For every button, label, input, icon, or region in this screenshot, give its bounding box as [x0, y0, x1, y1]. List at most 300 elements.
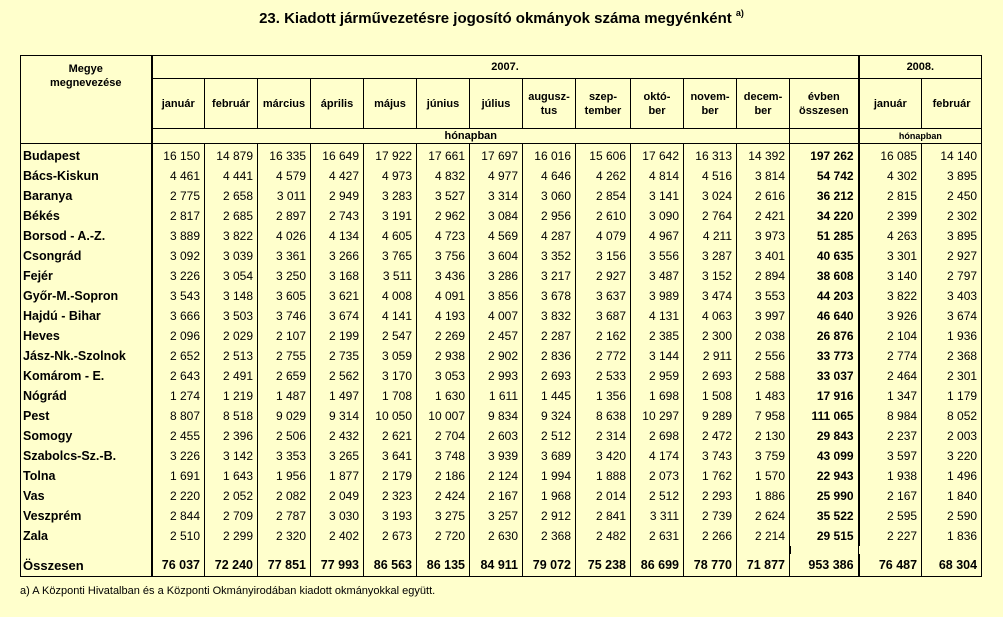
value-cell: 2 693: [684, 366, 737, 386]
value-cell: 3 420: [576, 446, 631, 466]
value-cell: 2 621: [364, 426, 417, 446]
value-cell: 3 286: [470, 266, 523, 286]
value-cell: 3 743: [684, 446, 737, 466]
value-cell: 2 720: [417, 526, 470, 546]
spacer-cell: [470, 546, 523, 554]
month-header: január: [859, 79, 922, 129]
value-cell: 86 563: [364, 554, 417, 577]
spacer-cell: [523, 546, 576, 554]
value-cell: 3 889: [152, 226, 205, 246]
value-cell: 1 611: [470, 386, 523, 406]
value-cell: 4 461: [152, 166, 205, 186]
value-cell: 2 685: [205, 206, 258, 226]
value-cell: 17 697: [470, 144, 523, 167]
value-cell: 3 054: [205, 266, 258, 286]
value-cell: 1 483: [737, 386, 790, 406]
value-cell: 2 743: [311, 206, 364, 226]
value-cell: 4 008: [364, 286, 417, 306]
value-cell: 2 302: [922, 206, 982, 226]
value-cell: 2 631: [631, 526, 684, 546]
value-cell: 3 973: [737, 226, 790, 246]
value-cell: 2 038: [737, 326, 790, 346]
value-cell: 2 186: [417, 466, 470, 486]
value-cell: 1 497: [311, 386, 364, 406]
spacer-cell: [737, 546, 790, 554]
value-cell: 2 368: [523, 526, 576, 546]
value-cell: 4 063: [684, 306, 737, 326]
value-cell: 2 293: [684, 486, 737, 506]
value-cell: 1 691: [152, 466, 205, 486]
month-header-row: [21, 79, 982, 129]
year-total-cell: 36 212: [790, 186, 859, 206]
value-cell: 3 689: [523, 446, 576, 466]
value-cell: 3 939: [470, 446, 523, 466]
value-cell: 2 704: [417, 426, 470, 446]
month-header: január: [152, 79, 205, 129]
value-cell: 3 503: [205, 306, 258, 326]
value-cell: 2 595: [859, 506, 922, 526]
county-name: Tolna: [21, 466, 152, 486]
value-cell: 79 072: [523, 554, 576, 577]
year-total-cell: 33 773: [790, 346, 859, 366]
spacer-cell: [364, 546, 417, 554]
value-cell: 2 513: [205, 346, 258, 366]
table-title: 23. Kiadott járművezetésre jogosító okmányok száma megyénként $^{a)}$: [259, 8, 744, 27]
value-cell: 2 464: [859, 366, 922, 386]
value-cell: 2 959: [631, 366, 684, 386]
unit-2008-header: hónapban: [859, 129, 982, 144]
value-cell: 2 227: [859, 526, 922, 546]
value-cell: 8 052: [922, 406, 982, 426]
spacer-cell: [205, 546, 258, 554]
value-cell: 3 250: [258, 266, 311, 286]
value-cell: 14 140: [922, 144, 982, 167]
value-cell: 3 605: [258, 286, 311, 306]
value-cell: 4 131: [631, 306, 684, 326]
value-cell: 2 269: [417, 326, 470, 346]
value-cell: 2 659: [258, 366, 311, 386]
county-name: Budapest: [21, 144, 152, 167]
year-total-cell: 25 990: [790, 486, 859, 506]
value-cell: 2 815: [859, 186, 922, 206]
value-cell: 4 723: [417, 226, 470, 246]
value-cell: 3 822: [205, 226, 258, 246]
value-cell: 86 699: [631, 554, 684, 577]
value-cell: 4 977: [470, 166, 523, 186]
value-cell: 4 174: [631, 446, 684, 466]
value-cell: 2 104: [859, 326, 922, 346]
year-total-cell: 33 037: [790, 366, 859, 386]
value-cell: 4 263: [859, 226, 922, 246]
value-cell: 2 482: [576, 526, 631, 546]
value-cell: 16 335: [258, 144, 311, 167]
value-cell: 78 770: [684, 554, 737, 577]
value-cell: 3 353: [258, 446, 311, 466]
value-cell: 2 658: [205, 186, 258, 206]
value-cell: 2 938: [417, 346, 470, 366]
table-row: [21, 446, 982, 466]
spacer-cell: [684, 546, 737, 554]
value-cell: 4 302: [859, 166, 922, 186]
value-cell: 2 450: [922, 186, 982, 206]
value-cell: 3 511: [364, 266, 417, 286]
county-name: Heves: [21, 326, 152, 346]
value-cell: 2 739: [684, 506, 737, 526]
county-name: Csongrád: [21, 246, 152, 266]
value-cell: 2 956: [523, 206, 576, 226]
spacer-row: [21, 546, 982, 554]
value-cell: 4 287: [523, 226, 576, 246]
value-cell: 4 079: [576, 226, 631, 246]
month-header: február: [922, 79, 982, 129]
value-cell: 2 775: [152, 186, 205, 206]
value-cell: 1 836: [922, 526, 982, 546]
value-cell: 4 141: [364, 306, 417, 326]
value-cell: 4 967: [631, 226, 684, 246]
value-cell: 86 135: [417, 554, 470, 577]
value-cell: 3 895: [922, 166, 982, 186]
value-cell: 68 304: [922, 554, 982, 577]
value-cell: 2 588: [737, 366, 790, 386]
year-total-cell: 29 515: [790, 526, 859, 546]
value-cell: 4 134: [311, 226, 364, 246]
value-cell: 2 993: [470, 366, 523, 386]
value-cell: 2 096: [152, 326, 205, 346]
value-cell: 2 130: [737, 426, 790, 446]
value-cell: 4 026: [258, 226, 311, 246]
value-cell: 3 283: [364, 186, 417, 206]
value-cell: 2 003: [922, 426, 982, 446]
value-cell: 2 624: [737, 506, 790, 526]
value-cell: 2 774: [859, 346, 922, 366]
value-cell: 1 698: [631, 386, 684, 406]
value-cell: 2 630: [470, 526, 523, 546]
value-cell: 3 030: [311, 506, 364, 526]
value-cell: 3 553: [737, 286, 790, 306]
county-name: Komárom - E.: [21, 366, 152, 386]
value-cell: 3 474: [684, 286, 737, 306]
month-header: február: [205, 79, 258, 129]
value-cell: 2 894: [737, 266, 790, 286]
value-cell: 3 257: [470, 506, 523, 526]
spacer-cell: [576, 546, 631, 554]
value-cell: 3 678: [523, 286, 576, 306]
year-total-cell: 111 065: [790, 406, 859, 426]
year-total-cell: 34 220: [790, 206, 859, 226]
county-name: Összesen: [21, 554, 152, 577]
value-cell: 3 152: [684, 266, 737, 286]
value-cell: 3 856: [470, 286, 523, 306]
value-cell: 2 949: [311, 186, 364, 206]
value-cell: 2 755: [258, 346, 311, 366]
value-cell: 2 323: [364, 486, 417, 506]
year-total-cell: 22 943: [790, 466, 859, 486]
table-row: [21, 306, 982, 326]
table-row: [21, 226, 982, 246]
value-cell: 16 150: [152, 144, 205, 167]
value-cell: 1 219: [205, 386, 258, 406]
value-cell: 2 320: [258, 526, 311, 546]
value-cell: 2 643: [152, 366, 205, 386]
value-cell: 4 832: [417, 166, 470, 186]
value-cell: 2 562: [311, 366, 364, 386]
value-cell: 2 912: [523, 506, 576, 526]
value-cell: 3 060: [523, 186, 576, 206]
year-total-cell: 44 203: [790, 286, 859, 306]
value-cell: 3 144: [631, 346, 684, 366]
value-cell: 3 989: [631, 286, 684, 306]
value-cell: 3 895: [922, 226, 982, 246]
year-total-header: évben összesen: [790, 79, 859, 129]
value-cell: 3 666: [152, 306, 205, 326]
value-cell: 3 746: [258, 306, 311, 326]
value-cell: 3 092: [152, 246, 205, 266]
value-cell: 1 877: [311, 466, 364, 486]
table-row: [21, 366, 982, 386]
table-row: [21, 246, 982, 266]
value-cell: 7 958: [737, 406, 790, 426]
value-cell: 3 156: [576, 246, 631, 266]
value-cell: 3 226: [152, 446, 205, 466]
value-cell: 2 817: [152, 206, 205, 226]
county-name: Hajdú - Bihar: [21, 306, 152, 326]
year-total-cell: 43 099: [790, 446, 859, 466]
value-cell: 3 822: [859, 286, 922, 306]
value-cell: 2 764: [684, 206, 737, 226]
value-cell: 2 455: [152, 426, 205, 446]
value-cell: 2 902: [470, 346, 523, 366]
value-cell: 2 844: [152, 506, 205, 526]
value-cell: 2 854: [576, 186, 631, 206]
value-cell: 3 266: [311, 246, 364, 266]
value-cell: 2 590: [922, 506, 982, 526]
value-cell: 2 082: [258, 486, 311, 506]
year-total-cell: 29 843: [790, 426, 859, 446]
value-cell: 9 029: [258, 406, 311, 426]
value-cell: 2 385: [631, 326, 684, 346]
table-row: [21, 426, 982, 446]
spacer-cell: [417, 546, 470, 554]
value-cell: 4 516: [684, 166, 737, 186]
table-row: [21, 486, 982, 506]
table-row: [21, 346, 982, 366]
value-cell: 2 652: [152, 346, 205, 366]
value-cell: 2 167: [470, 486, 523, 506]
value-cell: 2 693: [523, 366, 576, 386]
value-cell: 1 968: [523, 486, 576, 506]
value-cell: 4 441: [205, 166, 258, 186]
value-cell: 1 347: [859, 386, 922, 406]
month-header: októ- ber: [631, 79, 684, 129]
value-cell: 2 512: [523, 426, 576, 446]
table-row: [21, 266, 982, 286]
value-cell: 1 496: [922, 466, 982, 486]
spacer-cell: [21, 546, 152, 554]
table-row: [21, 326, 982, 346]
year-total-cell: 953 386: [790, 554, 859, 577]
county-name: Jász-Nk.-Szolnok: [21, 346, 152, 366]
value-cell: 2 301: [922, 366, 982, 386]
value-cell: 3 140: [859, 266, 922, 286]
county-name: Somogy: [21, 426, 152, 446]
value-cell: 10 297: [631, 406, 684, 426]
value-cell: 3 141: [631, 186, 684, 206]
value-cell: 8 984: [859, 406, 922, 426]
value-cell: 2 220: [152, 486, 205, 506]
value-cell: 15 606: [576, 144, 631, 167]
value-cell: 2 167: [859, 486, 922, 506]
table-row: [21, 386, 982, 406]
value-cell: 3 217: [523, 266, 576, 286]
value-cell: 1 630: [417, 386, 470, 406]
county-name: Baranya: [21, 186, 152, 206]
value-cell: 2 300: [684, 326, 737, 346]
value-cell: 2 029: [205, 326, 258, 346]
value-cell: 16 085: [859, 144, 922, 167]
year-total-cell: 197 262: [790, 144, 859, 167]
value-cell: 4 007: [470, 306, 523, 326]
value-cell: 17 642: [631, 144, 684, 167]
value-cell: 2 927: [922, 246, 982, 266]
value-cell: 1 762: [684, 466, 737, 486]
value-cell: 2 368: [922, 346, 982, 366]
value-cell: 4 569: [470, 226, 523, 246]
value-cell: 3 527: [417, 186, 470, 206]
value-cell: 3 024: [684, 186, 737, 206]
value-cell: 77 993: [311, 554, 364, 577]
value-cell: 8 807: [152, 406, 205, 426]
table-row: [21, 144, 982, 167]
value-cell: 1 936: [922, 326, 982, 346]
value-cell: 2 772: [576, 346, 631, 366]
value-cell: 3 674: [311, 306, 364, 326]
value-cell: 2 506: [258, 426, 311, 446]
unit-blank: [790, 129, 859, 144]
value-cell: 3 756: [417, 246, 470, 266]
value-cell: 2 472: [684, 426, 737, 446]
month-header: augusz- tus: [523, 79, 576, 129]
table-body: [21, 144, 982, 577]
value-cell: 17 922: [364, 144, 417, 167]
value-cell: 3 191: [364, 206, 417, 226]
value-cell: 3 301: [859, 246, 922, 266]
year-total-cell: 40 635: [790, 246, 859, 266]
month-header: április: [311, 79, 364, 129]
value-cell: 3 436: [417, 266, 470, 286]
table-row: [21, 466, 982, 486]
value-cell: 1 840: [922, 486, 982, 506]
value-cell: 16 016: [523, 144, 576, 167]
value-cell: 3 220: [922, 446, 982, 466]
value-cell: 4 427: [311, 166, 364, 186]
value-cell: 2 124: [470, 466, 523, 486]
spacer-cell: [790, 546, 859, 554]
data-table: [20, 55, 982, 577]
year-total-cell: 46 640: [790, 306, 859, 326]
year-total-cell: 35 522: [790, 506, 859, 526]
value-cell: 3 142: [205, 446, 258, 466]
value-cell: 1 643: [205, 466, 258, 486]
value-cell: 2 214: [737, 526, 790, 546]
value-cell: 3 765: [364, 246, 417, 266]
value-cell: 3 311: [631, 506, 684, 526]
county-name: Borsod - A.-Z.: [21, 226, 152, 246]
value-cell: 4 211: [684, 226, 737, 246]
value-cell: 3 926: [859, 306, 922, 326]
value-cell: 9 324: [523, 406, 576, 426]
value-cell: 2 421: [737, 206, 790, 226]
value-cell: 1 445: [523, 386, 576, 406]
value-cell: 3 597: [859, 446, 922, 466]
value-cell: 3 556: [631, 246, 684, 266]
value-cell: 3 090: [631, 206, 684, 226]
total-row: [21, 554, 982, 577]
value-cell: 1 179: [922, 386, 982, 406]
table-row: [21, 206, 982, 226]
value-cell: 76 487: [859, 554, 922, 577]
value-cell: 76 037: [152, 554, 205, 577]
value-cell: 3 621: [311, 286, 364, 306]
spacer-cell: [922, 546, 982, 554]
value-cell: 3 148: [205, 286, 258, 306]
value-cell: 1 956: [258, 466, 311, 486]
value-cell: 1 508: [684, 386, 737, 406]
value-cell: 2 402: [311, 526, 364, 546]
county-name: Pest: [21, 406, 152, 426]
value-cell: 16 649: [311, 144, 364, 167]
value-cell: 3 287: [684, 246, 737, 266]
value-cell: 3 832: [523, 306, 576, 326]
value-cell: 3 170: [364, 366, 417, 386]
value-cell: 2 610: [576, 206, 631, 226]
value-cell: 3 814: [737, 166, 790, 186]
value-cell: 2 052: [205, 486, 258, 506]
value-cell: 9 834: [470, 406, 523, 426]
year-total-cell: 26 876: [790, 326, 859, 346]
value-cell: 2 179: [364, 466, 417, 486]
value-cell: 3 352: [523, 246, 576, 266]
table-row: [21, 286, 982, 306]
year-total-cell: 17 916: [790, 386, 859, 406]
county-name: Győr-M.-Sopron: [21, 286, 152, 306]
value-cell: 14 392: [737, 144, 790, 167]
title-footnote-mark: a): [735, 8, 744, 18]
year-2008-header: 2008.: [859, 56, 982, 79]
value-cell: 2 698: [631, 426, 684, 446]
value-cell: 2 735: [311, 346, 364, 366]
value-cell: 3 401: [737, 246, 790, 266]
value-cell: 2 457: [470, 326, 523, 346]
county-name: Vas: [21, 486, 152, 506]
value-cell: 9 289: [684, 406, 737, 426]
value-cell: 2 841: [576, 506, 631, 526]
value-cell: 3 604: [470, 246, 523, 266]
value-cell: 2 399: [859, 206, 922, 226]
value-cell: 2 432: [311, 426, 364, 446]
value-cell: 10 007: [417, 406, 470, 426]
value-cell: 3 487: [631, 266, 684, 286]
month-header: március: [258, 79, 311, 129]
spacer-cell: [152, 546, 205, 554]
year-total-cell: 51 285: [790, 226, 859, 246]
value-cell: 3 641: [364, 446, 417, 466]
county-name: Zala: [21, 526, 152, 546]
value-cell: 1 570: [737, 466, 790, 486]
value-cell: 3 748: [417, 446, 470, 466]
value-cell: 14 879: [205, 144, 258, 167]
county-name: Fejér: [21, 266, 152, 286]
value-cell: 3 759: [737, 446, 790, 466]
